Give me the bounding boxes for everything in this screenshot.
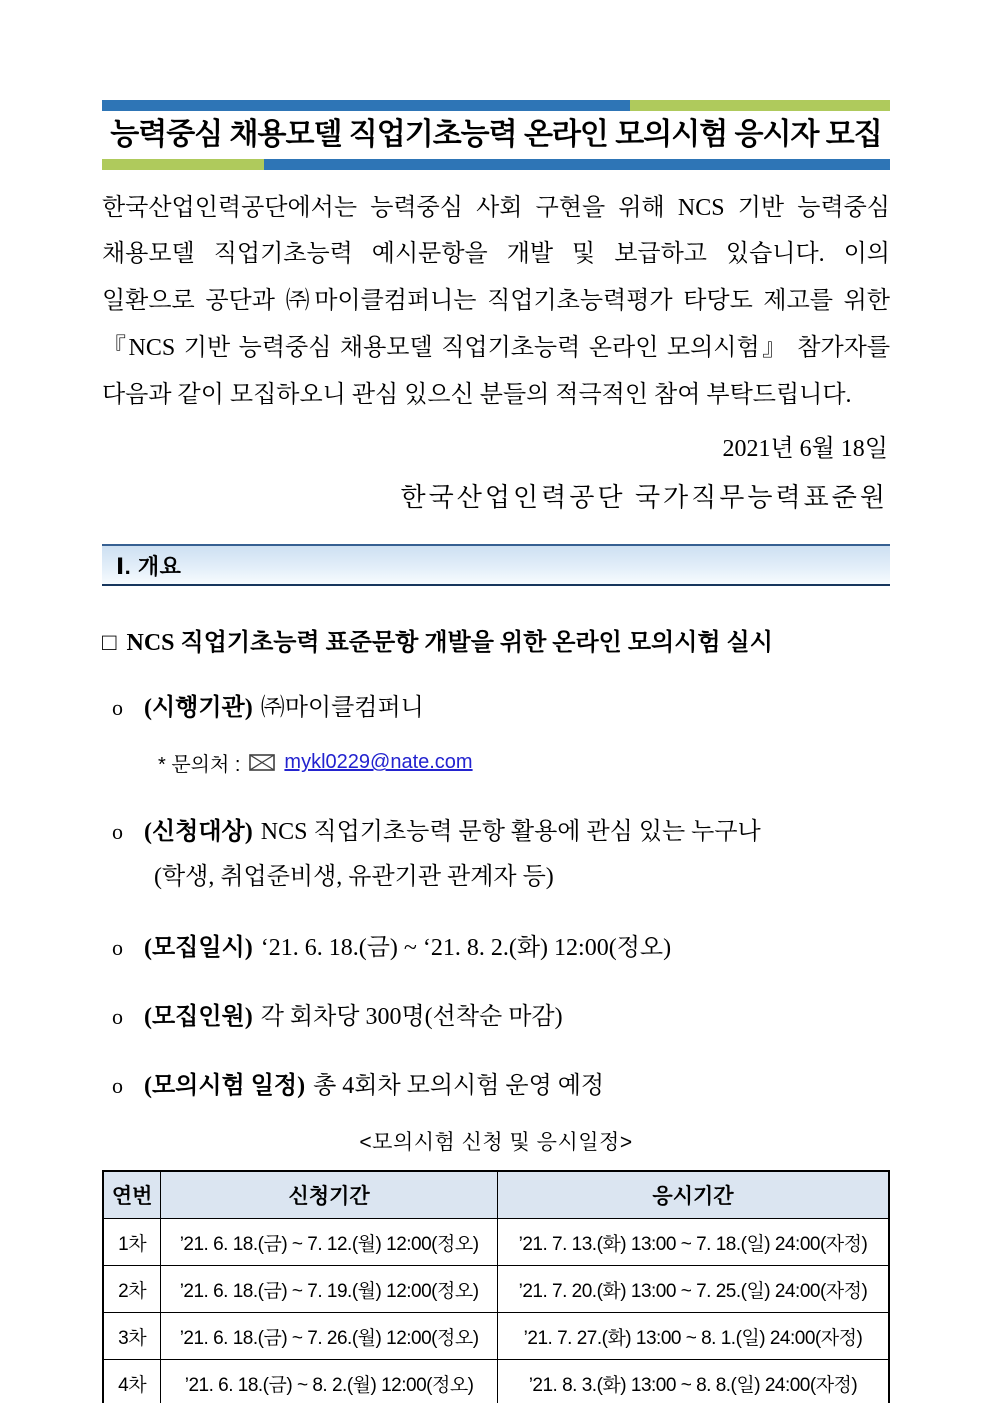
item-text: ㈜마이클컴퍼니 [260, 695, 424, 722]
title-top-bar-green [630, 100, 890, 111]
intro-paragraph: 한국산업인력공단에서는 능력중심 사회 구현을 위해 NCS 기반 능력중심 채용모델 직업기초능력 예시문항을 개발 및 보급하고 있습니다. 이의 일환으로 공단과 ㈜마이클컴퍼니는 직업기초능력평가 타당도 제고를 위한 『NCS 기반 능력중심 채용모델 직업기초능력 온라인 모의시험』 참가자를 다음과 같이 모집하오니 관심 있으신 분들의 적극적인 참여 부탁드립니다. [102, 194, 890, 408]
item-label: (모집인원) [144, 1004, 253, 1031]
schedule-table [102, 1170, 890, 1403]
circle-bullet: o [112, 935, 123, 961]
cell-exam: ’21. 7. 27.(화) 13:00 ~ 8. 1.(일) 24:00(자정) [497, 1313, 889, 1360]
cell-round: 2차 [103, 1266, 161, 1313]
page-title: 능력중심 채용모델 직업기초능력 온라인 모의시험 응시자 모집 [110, 118, 882, 151]
cell-round: 3차 [103, 1313, 161, 1360]
cell-exam: ’21. 8. 3.(화) 13:00 ~ 8. 8.(일) 24:00(자정) [497, 1360, 889, 1403]
item-text: ‘21. 6. 18.(금) ~ ‘21. 8. 2.(화) 12:00(정오) [260, 935, 672, 962]
overview-main-point [102, 622, 890, 657]
item-eligibility-detail: (학생, 취업준비생, 유관기관 관계자 등) [154, 864, 554, 891]
title-bottom-bar-blue [264, 159, 890, 170]
item-recruit-period [102, 927, 890, 962]
organization-line: 한국산업인력공단 국가직무능력표준원 [400, 483, 888, 513]
square-bullet: □ [102, 630, 117, 657]
column-header-exam: 응시기간 [497, 1171, 889, 1219]
contact-email-link[interactable]: mykl0229@nate.com [284, 751, 473, 774]
item-exam-schedule [102, 1065, 890, 1100]
circle-bullet: o [112, 1073, 123, 1099]
envelope-icon [249, 754, 275, 771]
item-label: (모의시험 일정) [144, 1073, 306, 1100]
title-bottom-bar [102, 159, 890, 170]
cell-apply: ’21. 6. 18.(금) ~ 7. 12.(월) 12:00(정오) [161, 1219, 498, 1266]
circle-bullet: o [112, 819, 123, 845]
section-heading-label: Ⅰ. 개요 [116, 553, 182, 579]
item-text: NCS 직업기초능력 문항 활용에 관심 있는 누구나 [260, 819, 761, 846]
cell-round: 4차 [103, 1360, 161, 1403]
table-row [103, 1313, 889, 1360]
item-eligibility [102, 811, 890, 846]
overview-main-point-text: NCS 직업기초능력 표준문항 개발을 위한 온라인 모의시험 실시 [126, 630, 773, 657]
cell-exam: ’21. 7. 20.(화) 13:00 ~ 7. 25.(일) 24:00(자정) [497, 1266, 889, 1313]
schedule-table-caption: <모의시험 신청 및 응시일정> [359, 1131, 633, 1155]
contact-prefix: * 문의처 : [158, 754, 241, 777]
cell-apply: ’21. 6. 18.(금) ~ 7. 26.(월) 12:00(정오) [161, 1313, 498, 1360]
circle-bullet: o [112, 1004, 123, 1030]
circle-bullet: o [112, 695, 123, 721]
contact-note [102, 748, 890, 777]
table-row [103, 1266, 889, 1313]
item-text: 각 회차당 300명(선착순 마감) [260, 1004, 563, 1031]
cell-round: 1차 [103, 1219, 161, 1266]
column-header-round: 연번 [103, 1171, 161, 1219]
item-capacity [102, 996, 890, 1031]
table-row [103, 1219, 889, 1266]
cell-apply: ’21. 6. 18.(금) ~ 8. 2.(월) 12:00(정오) [161, 1360, 498, 1403]
section-heading-overview [102, 544, 890, 586]
item-label: (신청대상) [144, 819, 253, 846]
item-label: (모집일시) [144, 935, 253, 962]
title-bottom-bar-green [102, 159, 264, 170]
column-header-apply: 신청기간 [161, 1171, 498, 1219]
item-label: (시행기관) [144, 695, 253, 722]
title-top-bar [102, 100, 890, 111]
item-host-org [102, 687, 890, 722]
date-line: 2021년 6월 18일 [722, 436, 888, 463]
title-top-bar-blue [102, 100, 630, 111]
cell-exam: ’21. 7. 13.(화) 13:00 ~ 7. 18.(일) 24:00(자정) [497, 1219, 889, 1266]
cell-apply: ’21. 6. 18.(금) ~ 7. 19.(월) 12:00(정오) [161, 1266, 498, 1313]
table-row [103, 1360, 889, 1403]
item-text: 총 4회차 모의시험 운영 예정 [313, 1073, 605, 1100]
table-header-row [103, 1171, 889, 1219]
